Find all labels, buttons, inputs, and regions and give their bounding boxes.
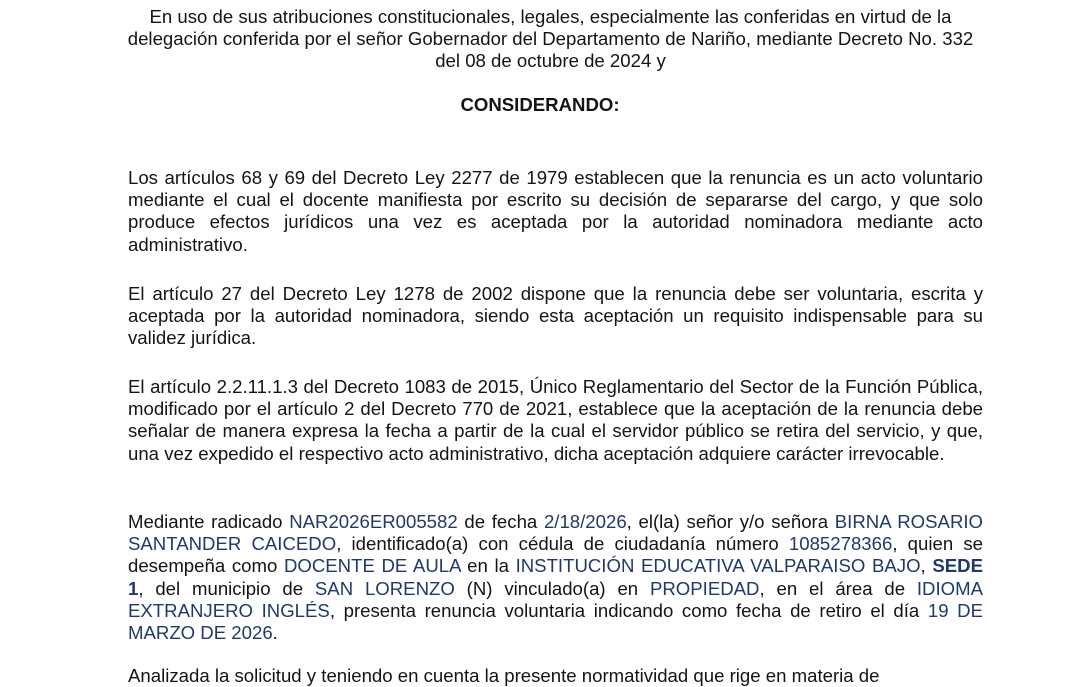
text-segment: . — [272, 622, 278, 644]
paragraph-1: Los artículos 68 y 69 del Decreto Ley 2277 de 1979 establecen que la renuncia es un acto voluntario mediante el cual el docente manifiesta por escrito su decisión de separarse del cargo, y que solo produce efectos jurídicos una vez es aceptada por la autoridad nominadora mediante acto administrativo. — [128, 167, 983, 255]
text-segment: , — [920, 555, 933, 577]
text-segment: Mediante radicado — [128, 511, 290, 532]
section-heading: CONSIDERANDO: — [460, 94, 620, 115]
text-segment: en la — [460, 555, 516, 577]
text-segment: (N) vinculado(a) en — [454, 577, 650, 599]
radicado-number: NAR2026ER005582 — [289, 511, 458, 532]
person-name: BIRNA ROSARIO SANTANDER CAICEDO — [128, 511, 984, 555]
appointment-type: PROPIEDAD — [649, 577, 760, 599]
campus-name: SEDE 1 — [128, 555, 983, 599]
text-segment: , quien se desempeña como — [128, 533, 983, 577]
id-number: 1085278366 — [788, 533, 893, 555]
paragraph-3: El artículo 2.2.11.1.3 del Decreto 1083 de 2015, Único Reglamentario del Sector de la Función Pública, modificado por el artículo 2 del Decreto 770 de 2021, establece que la aceptación de la renuncia debe señalar de manera expresa la fecha a partir de la cual el servidor público se retira del servicio, y que, una vez expedido el respectivo acto administrativo, dicha aceptación adquiere carácter irrevocable. — [128, 376, 983, 464]
municipality-name: SAN LORENZO — [314, 577, 455, 599]
text-segment: , del municipio de — [138, 577, 315, 599]
paragraph-2: El artículo 27 del Decreto Ley 1278 de 2002 dispone que la renuncia debe ser voluntaria, escrita y aceptada por la autoridad nominadora, siendo esta aceptación un requisito indispensable para su validez jurídica. — [128, 283, 983, 349]
paragraph-5: Analizada la solicitud y teniendo en cuenta la presente normatividad que rige en materia de — [128, 665, 880, 686]
intro-paragraph: En uso de sus atribuciones constitucionales, legales, especialmente las conferidas en virtud de la delegación conferida por el señor Gobernador del Departamento de Nariño, mediante Decreto No. 332 del 08 de octubre de 2024 y — [127, 6, 974, 72]
paragraph-4 — [128, 511, 983, 644]
text-segment: , el(la) señor y/o señora — [626, 511, 835, 532]
position-title: DOCENTE DE AULA — [283, 555, 461, 577]
text-segment: , presenta renuncia voluntaria indicando como fecha de retiro el día — [329, 599, 928, 621]
subject-area: IDIOMA EXTRANJERO INGLÉS — [128, 577, 984, 621]
retirement-date: 19 DE MARZO DE 2026 — [128, 599, 983, 644]
text-segment: de fecha — [457, 511, 544, 532]
institution-name: INSTITUCIÓN EDUCATIVA VALPARAISO BAJO — [515, 555, 921, 577]
text-segment: , identificado(a) con cédula de ciudadanía número — [336, 533, 789, 555]
radicado-date: 2/18/2026 — [543, 511, 627, 532]
text-segment: , en el área de — [759, 577, 917, 599]
